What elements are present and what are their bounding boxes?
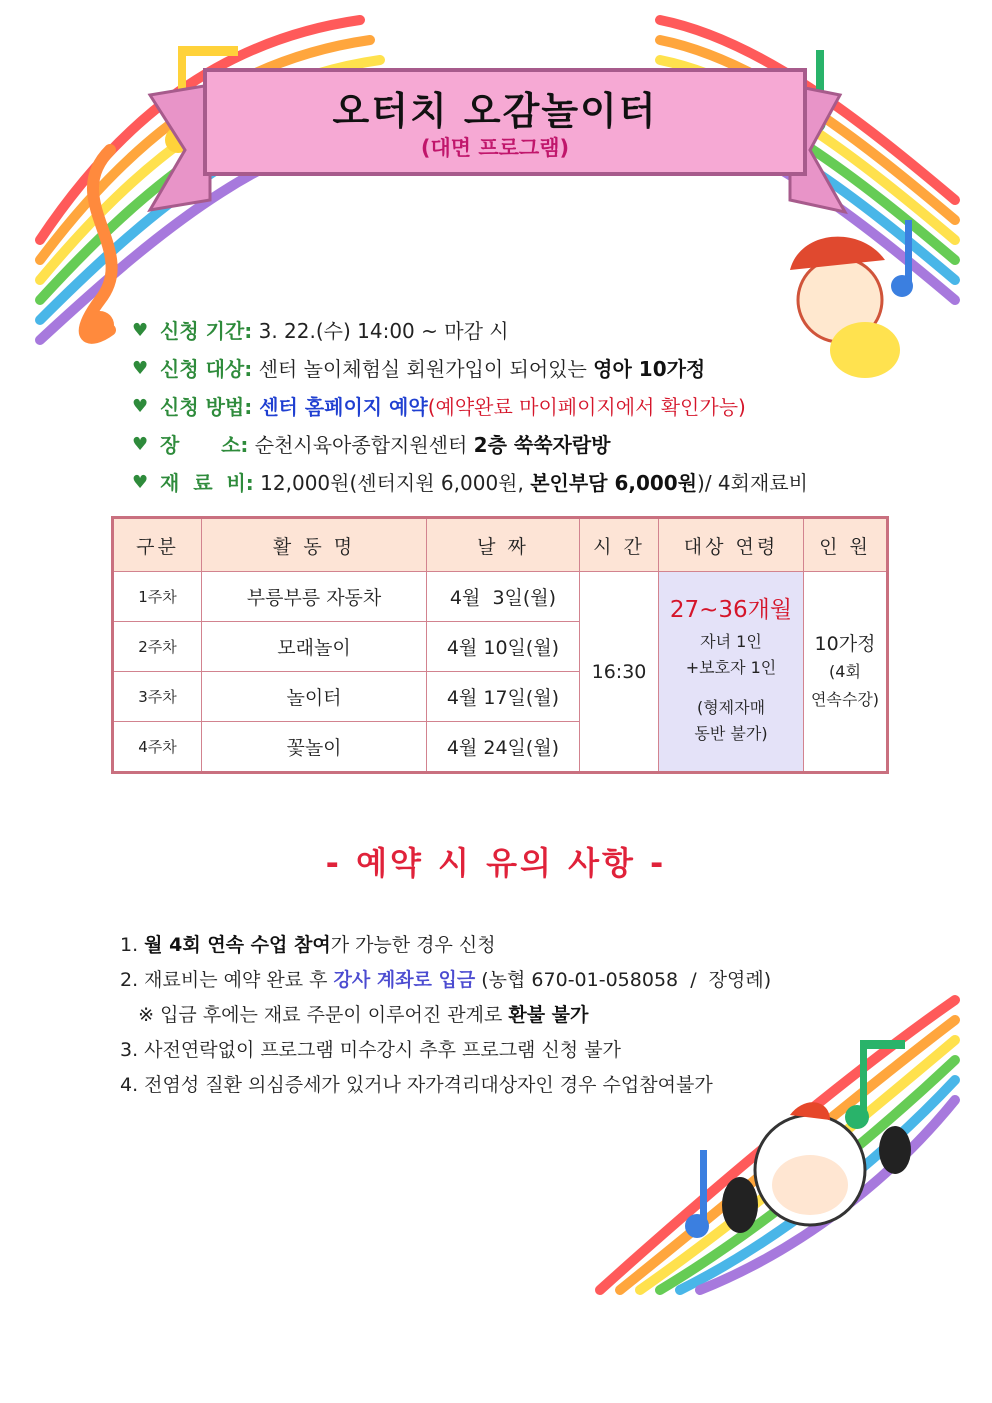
info-value: 본인부담 6,000원 (530, 471, 698, 495)
header-time: 시 간 (580, 518, 659, 572)
info-value: 2층 쑥쑥자람방 (473, 433, 611, 457)
date-cell: 4월 24일(월) (427, 722, 580, 773)
notice-text: 월 4회 연속 수업 참여 (144, 934, 331, 956)
info-value: 순천시육아종합지원센터 (248, 433, 474, 457)
heart-icon: ♥ (132, 396, 149, 417)
activity-cell: 부릉부릉 자동차 (202, 572, 427, 622)
header-activity: 활 동 명 (202, 518, 427, 572)
page-title: 오터치 오감놀이터 (332, 89, 658, 133)
info-label: 장 소: (160, 433, 249, 457)
notice-text: (농협 670-01-058058 / 장영례) (475, 969, 772, 991)
info-value: 센터 홈페이지 예약 (252, 395, 428, 419)
notice-text: 2. 재료비는 예약 완료 후 (120, 969, 334, 991)
info-label: 신청 대상: (160, 357, 253, 381)
age-line-2: +보호자 1인 (685, 657, 777, 677)
notice-text: ※ 입금 후에는 재료 주문이 이루어진 관계로 (120, 1004, 509, 1026)
notice-text: 3. 사전연락없이 프로그램 미수강시 추후 프로그램 신청 불가 (120, 1039, 621, 1061)
date-cell: 4월 10일(월) (427, 622, 580, 672)
table-header-row (113, 518, 888, 572)
info-row (132, 464, 892, 502)
age-range: 27~36개월 (669, 596, 793, 623)
age-cell (659, 572, 804, 773)
schedule-table (111, 516, 889, 774)
activity-cell: 꽃놀이 (202, 722, 427, 773)
notice-item (120, 963, 880, 998)
header-people: 인 원 (804, 518, 888, 572)
header-division: 구분 (113, 518, 202, 572)
info-row (132, 350, 892, 388)
date-cell: 4월 3일(월) (427, 572, 580, 622)
info-label: 신청 기간: (160, 319, 253, 343)
header-age: 대상 연령 (659, 518, 804, 572)
info-row (132, 388, 892, 426)
date-cell: 4월 17일(월) (427, 672, 580, 722)
table-row (113, 572, 888, 622)
age-line-4: 동반 불가) (694, 723, 768, 743)
week-cell: 3주차 (113, 672, 202, 722)
info-label: 신청 방법: (160, 395, 253, 419)
notice-text: 강사 계좌로 입금 (333, 969, 476, 991)
activity-cell: 놀이터 (202, 672, 427, 722)
time-cell: 16:30 (580, 572, 659, 773)
page-subtitle: (대면 프로그램) (420, 136, 570, 160)
info-value: (예약완료 마이페이지에서 확인가능) (427, 395, 746, 419)
notice-item (120, 998, 880, 1033)
heart-icon: ♥ (132, 434, 149, 455)
notice-item (120, 928, 880, 963)
age-line-1: 자녀 1인 (700, 631, 762, 651)
application-info (132, 312, 892, 502)
week-cell: 2주차 (113, 622, 202, 672)
age-line-3: (형제자매 (696, 697, 766, 717)
week-cell: 1주차 (113, 572, 202, 622)
info-row (132, 312, 892, 350)
notice-title: - 예약 시 유의 사항 - (325, 844, 667, 882)
notice-item (120, 1033, 880, 1068)
info-row (132, 426, 892, 464)
people-line-1: (4회 (829, 661, 861, 681)
week-cell: 4주차 (113, 722, 202, 773)
activity-cell: 모래놀이 (202, 622, 427, 672)
notice-text: 4. 전염성 질환 의심증세가 있거나 자가격리대상자인 경우 수업참여불가 (120, 1074, 713, 1096)
info-value: )/ 4회재료비 (697, 471, 808, 495)
people-cell (804, 572, 888, 773)
notice-text: 가 가능한 경우 신청 (330, 934, 496, 956)
info-value: 센터 놀이체험실 회원가입이 되어있는 (252, 357, 594, 381)
people-line-2: 연속수강) (810, 689, 880, 709)
people-count: 10가정 (814, 632, 876, 655)
info-value: 영아 10가정 (593, 357, 706, 381)
notice-list (120, 928, 880, 1103)
notice-text: 환불 불가 (508, 1004, 589, 1026)
header-date: 날 짜 (427, 518, 580, 572)
info-value: 12,000원(센터지원 6,000원, (253, 471, 531, 495)
notice-text: 1. (120, 934, 145, 956)
heart-icon: ♥ (132, 320, 149, 341)
info-value: 3. 22.(수) 14:00 ~ 마감 시 (252, 319, 509, 343)
notice-item (120, 1068, 880, 1103)
heart-icon: ♥ (132, 472, 149, 493)
info-label: 재 료 비: (160, 471, 254, 495)
heart-icon: ♥ (132, 358, 149, 379)
